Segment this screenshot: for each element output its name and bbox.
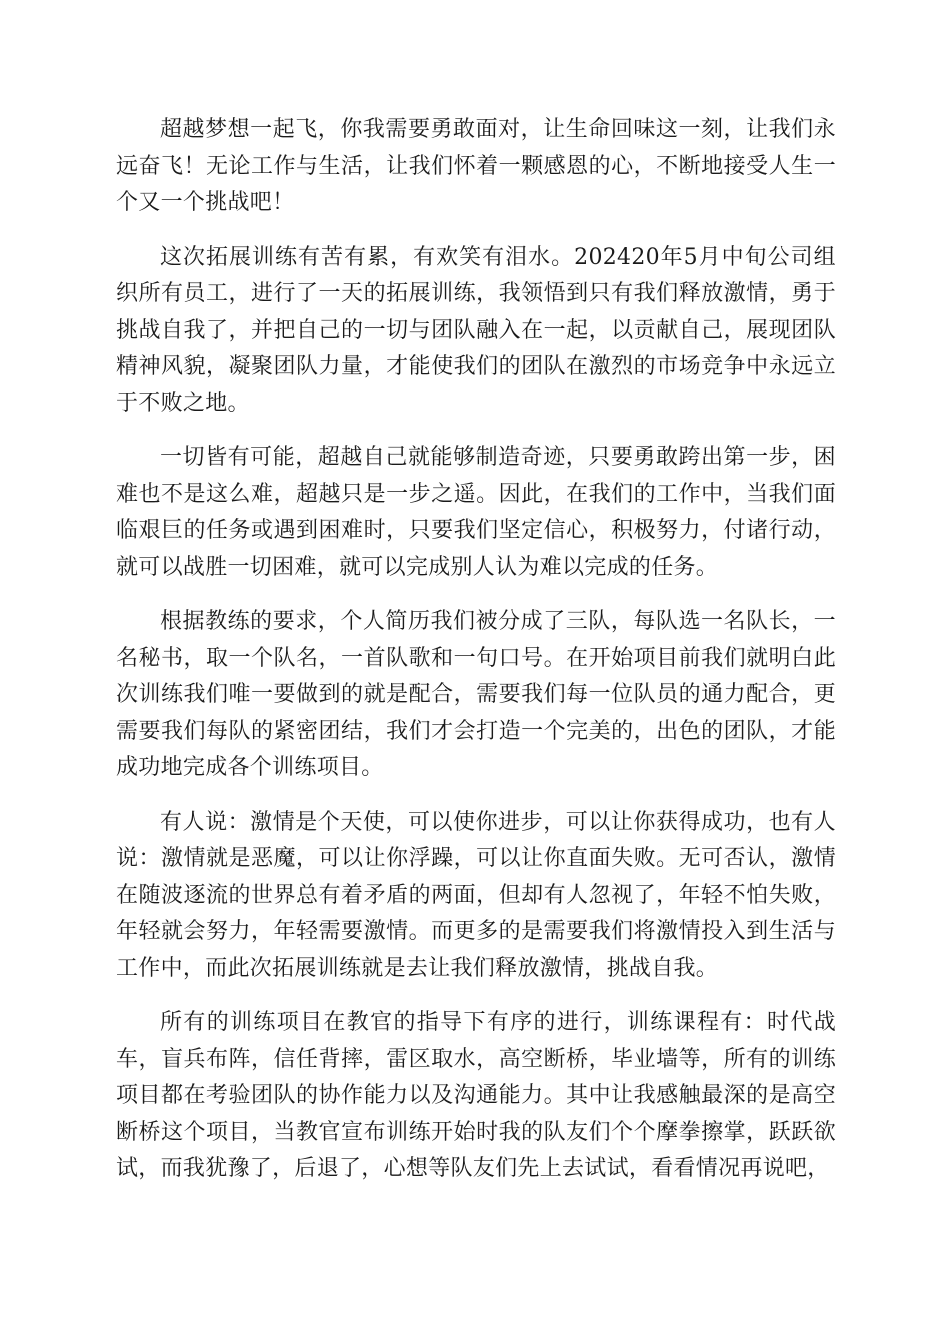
paragraph-6: 所有的训练项目在教官的指导下有序的进行，训练课程有：时代战车，盲兵布阵，信任背摔，雷区取水，高空断桥，毕业墙等，所有的训练项目都在考验团队的协作能力以及沟通能力。其中让我感触最深的是高空断桥这个项目，当教官宣布训练开始时我的队友们个个摩拳擦掌，跃跃欲试，而我犹豫了，后退了，心想等队友们先上去试试，看看情况再说吧， <box>116 1010 836 1181</box>
paragraph-5: 有人说：激情是个天使，可以使你进步，可以让你获得成功，也有人说：激情就是恶魔，可以让你浮躁，可以让你直面失败。无可否认，激情在随波逐流的世界总有着矛盾的两面，但却有人忽视了，年轻不怕失败，年轻就会努力，年轻需要激情。而更多的是需要我们将激情投入到生活与工作中，而此次拓展训练就是去让我们释放激情，挑战自我。 <box>116 809 836 981</box>
paragraph-1: 超越梦想一起飞，你我需要勇敢面对，让生命回味这一刻，让我们永远奋飞！无论工作与生活，让我们怀着一颗感恩的心，不断地接受人生一个又一个挑战吧！ <box>116 117 836 215</box>
paragraph-2: 这次拓展训练有苦有累，有欢笑有泪水。202420年5月中旬公司组织所有员工，进行了一天的拓展训练，我领悟到只有我们释放激情，勇于挑战自我了，并把自己的一切与团队融入在一起，以贡献自己，展现团队精神风貌，凝聚团队力量，才能使我们的团队在激烈的市场竞争中永远立于不败之地。 <box>116 244 836 416</box>
paragraph-3: 一切皆有可能，超越自己就能够制造奇迹，只要勇敢跨出第一步，困难也不是这么难，超越只是一步之遥。因此，在我们的工作中，当我们面临艰巨的任务或遇到困难时，只要我们坚定信心，积极努力，付诸行动，就可以战胜一切困难，就可以完成别人认为难以完成的任务。 <box>116 445 836 580</box>
document-body <box>116 112 836 1206</box>
paragraph-4: 根据教练的要求，个人简历我们被分成了三队，每队选一名队长，一名秘书，取一个队名，一首队歌和一句口号。在开始项目前我们就明白此次训练我们唯一要做到的就是配合，需要我们每一位队员的通力配合，更需要我们每队的紧密团结，我们才会打造一个完美的，出色的团队，才能成功地完成各个训练项目。 <box>116 609 836 780</box>
